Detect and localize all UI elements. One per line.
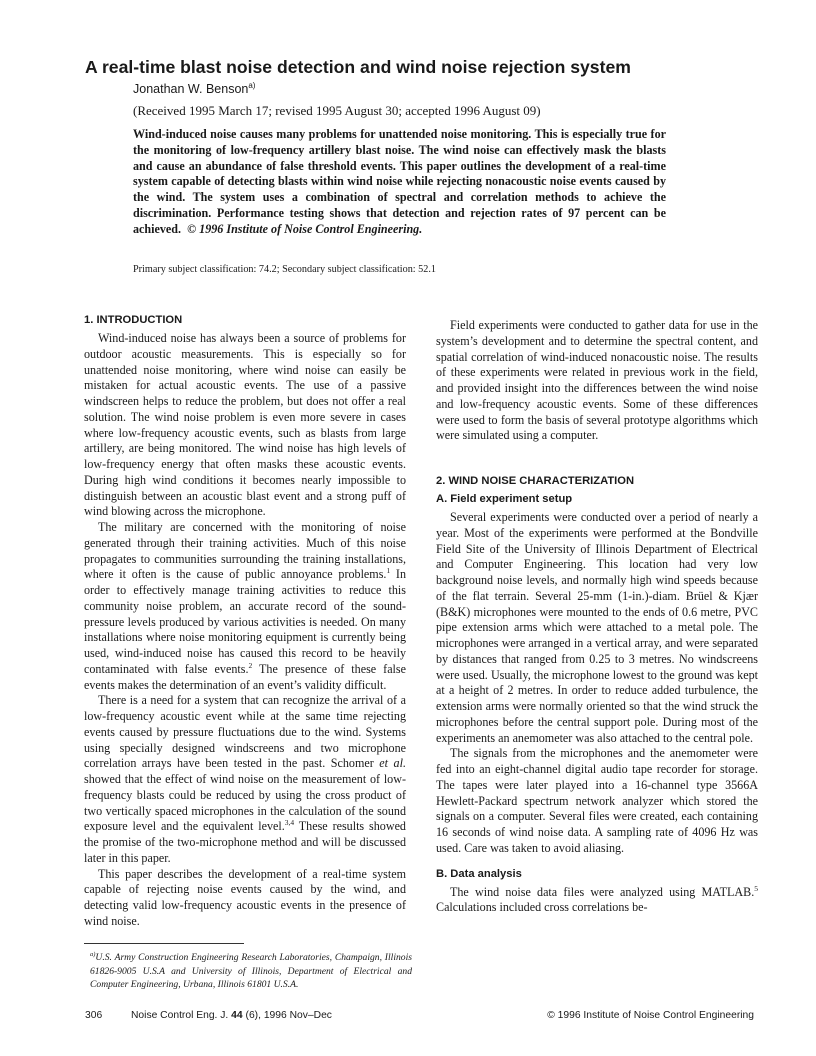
intro-paragraph-3 <box>84 693 406 866</box>
intro-paragraph-4: This paper describes the development of a real-time system capable of rejecting noise events caused by the wind, and detecting valid low-frequency acoustic events in the presence of wind noise. <box>84 866 406 928</box>
right-column <box>436 318 758 916</box>
received-dates: (Received 1995 March 17; revised 1995 August 30; accepted 1996 August 09) <box>133 103 541 118</box>
page-number: 306 <box>85 1010 103 1021</box>
journal-name: Noise Control Eng. J. <box>131 1010 229 1021</box>
footnote-text: U.S. Army Construction Engineering Research Laboratories, Champaign, Illinois 61826-9005 U.S.A and University of Illinois, Department of Electrical and Computer Engineering, Urbana, Illinois 61801 U.S.A. <box>90 952 412 990</box>
field-paragraph-2: The signals from the microphones and the anemometer were fed into an eight-channel digital audio tape recorder for storage. The tapes were later played into a 16-channel type 3566A Hewlett-Packard spectrum network analyzer which stored the signals on a computer. Several files were created, each containing 16 seconds of wind noise data. A sampling rate of 4096 Hz was used. Care was taken to avoid aliasing. <box>436 746 758 855</box>
subject-classification: Primary subject classification: 74.2; Secondary subject classification: 52.1 <box>133 264 437 275</box>
intro-p3-text-a: There is a need for a system that can recognize the arrival of a low-frequency acoustic event while at the same time rejecting events caused by pressure fluctuations due to the wind. Systems using specially designed windscreens and two microphone correlation arrays have been tested in the past. Schomer <box>84 693 406 771</box>
abstract <box>133 127 666 238</box>
journal-issue: (6), 1996 Nov–Dec <box>245 1010 332 1021</box>
section-gap <box>436 444 758 474</box>
data-p1-text-b: Calculations included cross correlations be- <box>436 900 648 915</box>
intro-p2-text-a: The military are concerned with the monitoring of noise generated through their training activities. Much of this noise propagates to communities surrounding the training installations, where it often is the cause of public annoyance problems. <box>84 520 406 582</box>
footnote-divider <box>84 943 244 944</box>
journal-citation <box>131 1009 332 1022</box>
left-column <box>84 313 406 930</box>
author-line <box>133 81 255 97</box>
section-heading-introduction: 1. INTRODUCTION <box>84 314 183 326</box>
abstract-copyright: © 1996 Institute of Noise Control Engineering. <box>187 221 423 236</box>
footnote-mark: a) <box>90 950 96 958</box>
intro-paragraph-5: Field experiments were conducted to gather data for use in the system’s development and to determine the spectral content, and spatial correlation of wind-induced nonacoustic noise. The results of these experiments were related in previous work in the field, and provided insight into the differences between the wind noise and low-frequency acoustic events. Some of these differences were used to form the basis of several prototype algorithms which were simulated using a computer. <box>436 318 758 443</box>
subsection-gap <box>436 857 758 867</box>
data-paragraph-1 <box>436 885 758 917</box>
intro-paragraph-1: Wind-induced noise has always been a source of problems for outdoor acoustic measurements. This is especially so for unattended noise monitoring, where wind noise can easily be mistaken for actual acoustic events. The use of a passive windscreen helps to reduce the problem, but does not offer a real solution. The wind noise problem is even more severe in cases where low-frequency acoustic events, such as blasts from large artillery, are being monitored. The wind noise has high levels of low-frequency energy that often masks these acoustic events. During high wind conditions it becomes nearly impossible to distinguish between an acoustic blast event and a strong puff of wind blowing across the microphone. <box>84 331 406 519</box>
subsection-heading-field-setup: A. Field experiment setup <box>436 493 573 505</box>
abstract-text: Wind-induced noise causes many problems for unattended noise monitoring. This is especially true for the monitoring of low-frequency artillery blast noise. The wind noise can effectively mask the blasts and cause an abundance of false threshold events. This paper outlines the development of a real-time system capable of detecting blasts within wind noise while rejecting nonacoustic noise events caused by the wind. The system uses a combination of spectral and correlation methods to achieve the discrimination. Performance testing shows that detection and rejection rates of 97 percent can be achieved. <box>133 127 666 236</box>
journal-volume: 44 <box>231 1010 243 1021</box>
section-heading-wind-noise: 2. WIND NOISE CHARACTERIZATION <box>436 475 635 487</box>
reference-3-4: 3,4 <box>284 818 295 828</box>
et-al: et al. <box>379 756 406 771</box>
reference-1: 1 <box>386 566 391 576</box>
author-name: Jonathan W. Benson <box>133 82 249 96</box>
reference-5: 5 <box>754 883 758 893</box>
paper-title: A real-time blast noise detection and wind noise rejection system <box>85 57 631 77</box>
footer-copyright: © 1996 Institute of Noise Control Engineering <box>547 1010 754 1021</box>
subsection-heading-data-analysis: B. Data analysis <box>436 867 522 880</box>
intro-p3-text-b: showed that the effect of wind noise on the measurement of low-frequency blasts could be reduced by using the cross product of two vertically spaced microphones in the calculation of the sound exposure level and the equivalent level. <box>84 772 406 834</box>
author-footnote-mark: a) <box>248 80 256 90</box>
author-affiliation-footnote <box>84 951 412 992</box>
intro-p3-text-c: These results showed the promise of the two-microphone method and will be discussed later in this paper. <box>84 819 406 865</box>
field-paragraph-1: Several experiments were conducted over a period of nearly a year. Most of the experiments were performed at the Bondville Field Site of the University of Illinois Department of Electrical and Computer Engineering. This location had very low background noise levels, and normally high wind speeds because of the flat terrain. Several 25-mm (1-in.)-diam. Brüel & Kjær (B&K) microphones were mounted to the ends of 0.6 metre, PVC pipe extension arms which were attached to a metal pole. The microphones were arranged in a vertical array, and were separated by distances that ranged from 0.25 to 3 metres. No windscreens were used. Usually, the microphone lowest to the ground was kept at a height of 2 metres. In order to reduce added turbulence, the extension arms were normally oriented so that the wind struck the microphones before the central support pole. During most of the experiments an anemometer was also attached to the central pole. <box>436 510 758 745</box>
intro-p2-text-c: The presence of these false events makes the determination of an event’s validity difficult. <box>84 661 406 692</box>
reference-2: 2 <box>248 660 253 670</box>
intro-p2-text-b: In order to effectively manage training activities to reduce this community noise problem, an accurate record of the sound-pressure levels produced by various activities is needed. On many installations where noise monitoring equipment is currently being used, wind-induced noise has caused this record to be heavily contaminated with false events. <box>84 567 406 676</box>
intro-paragraph-2 <box>84 520 406 693</box>
data-p1-text-a: The wind noise data files were analyzed using MATLAB. <box>450 884 755 899</box>
